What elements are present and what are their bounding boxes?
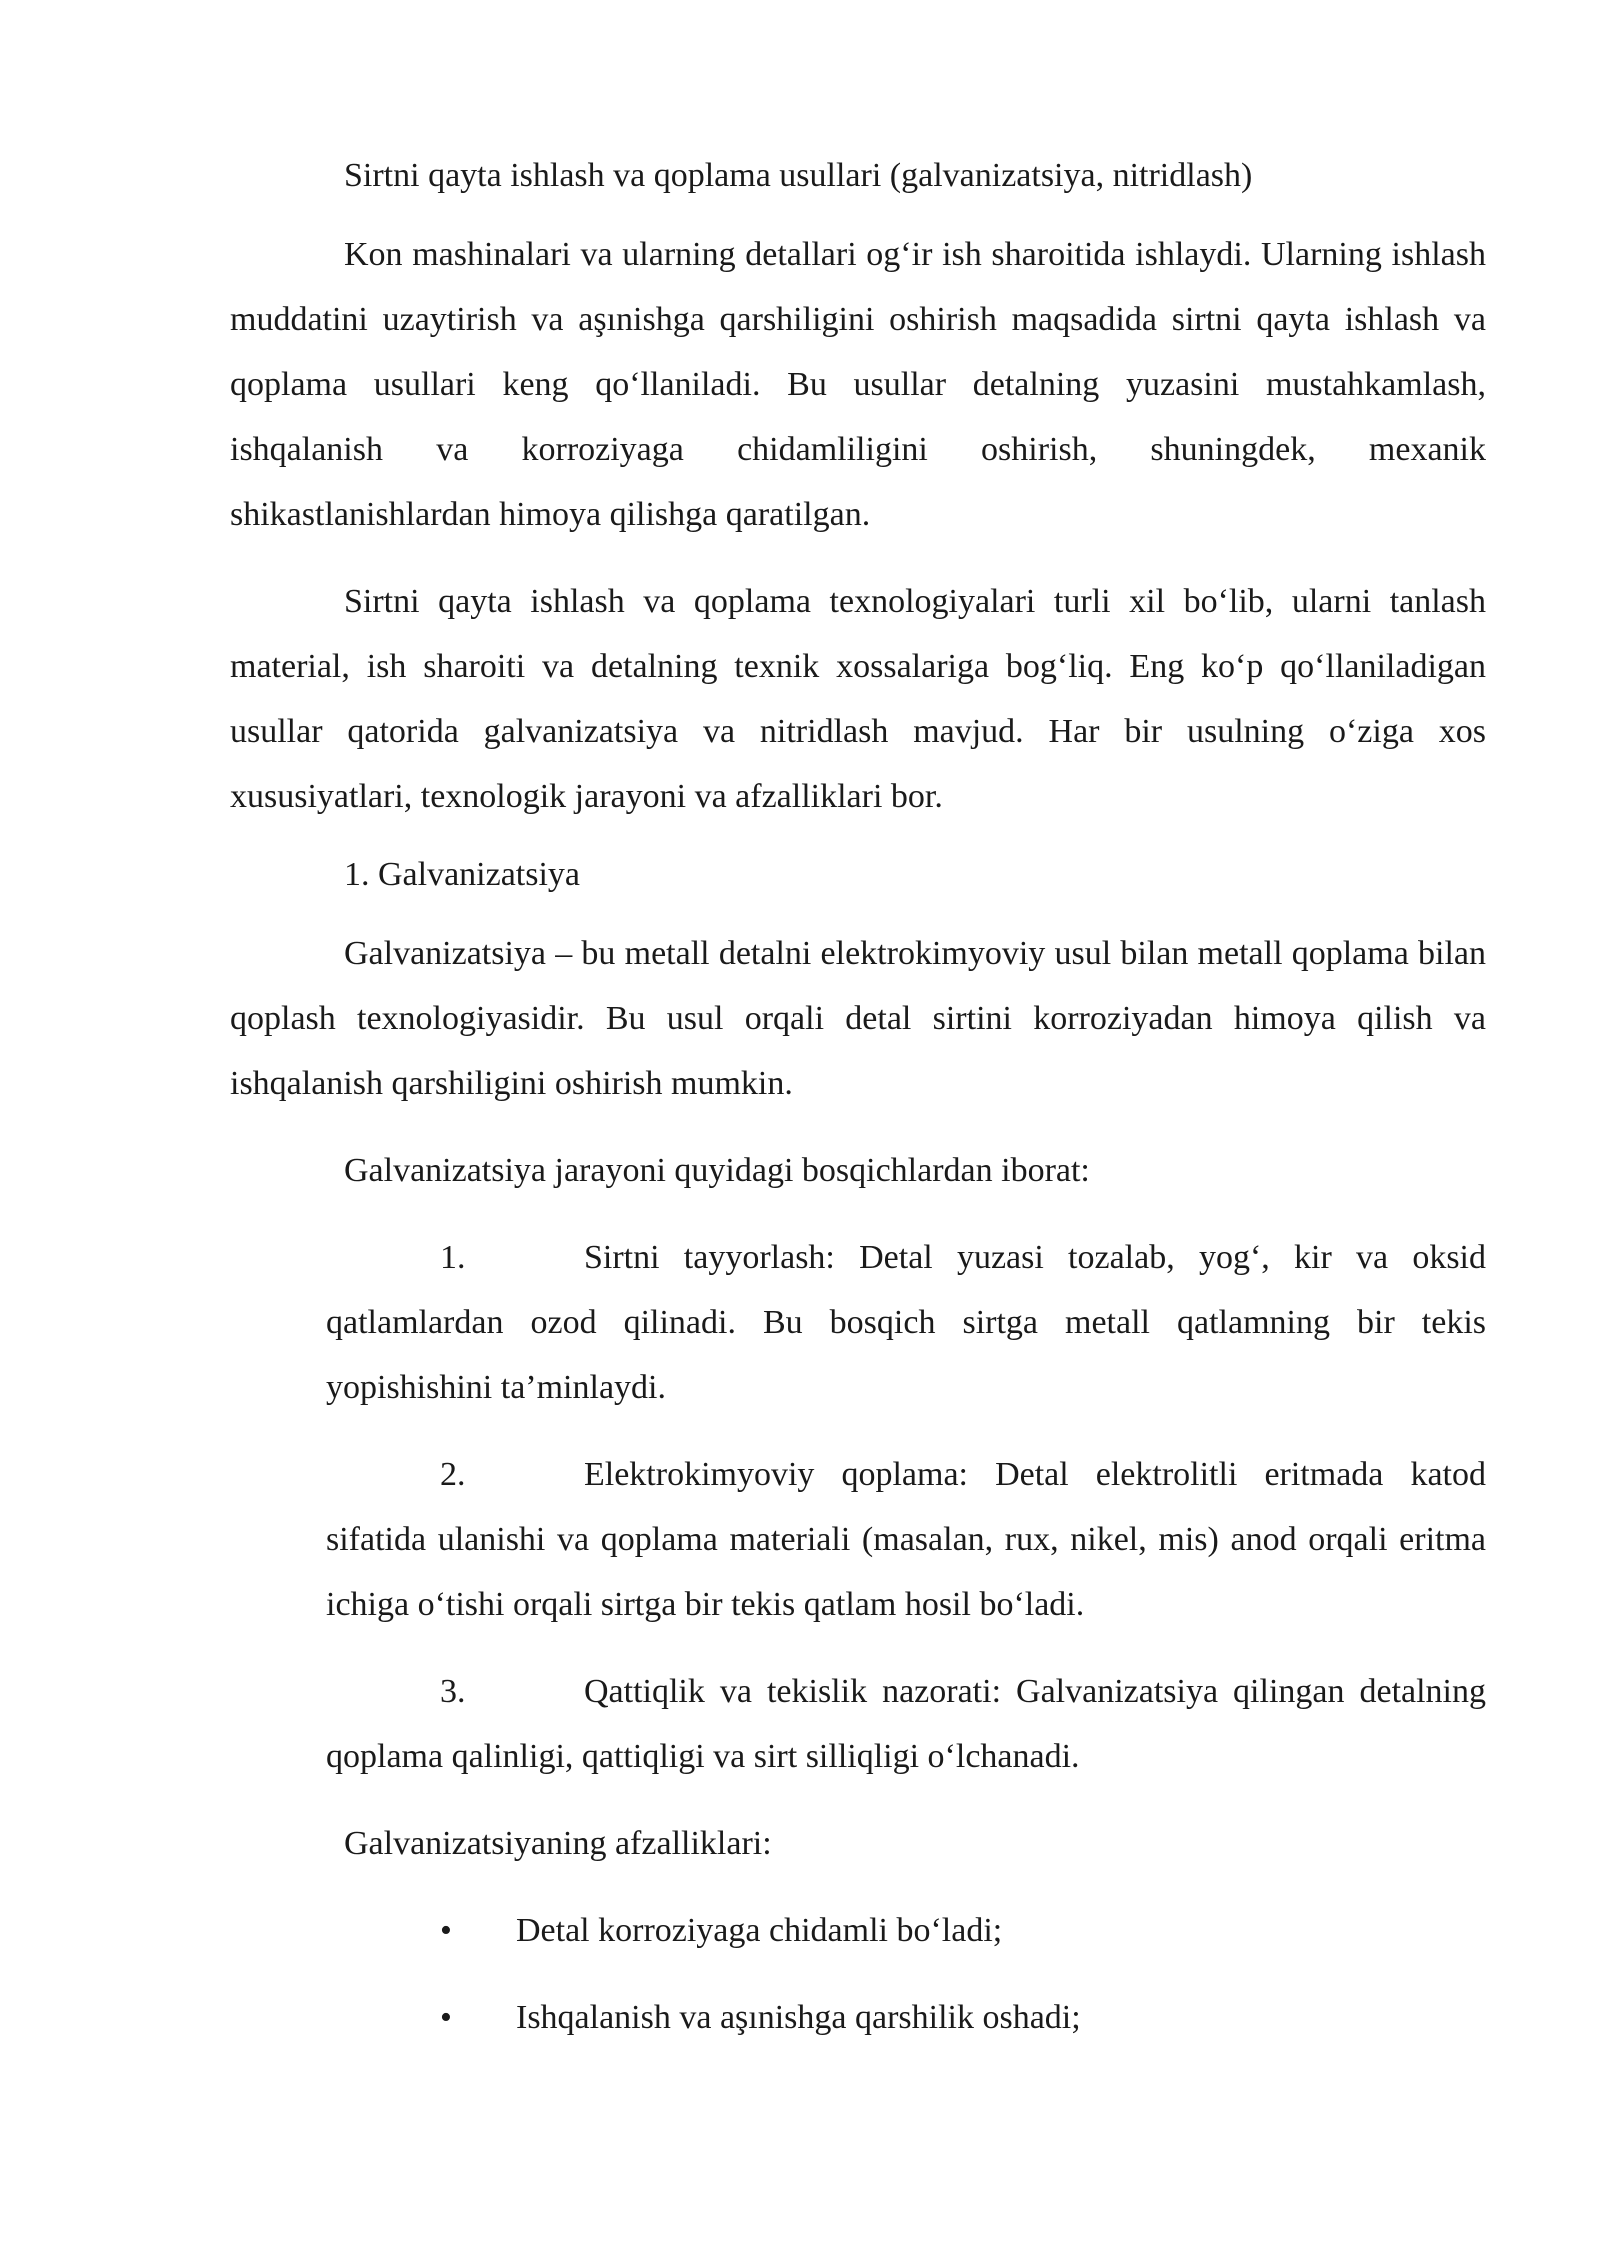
step-item: [326, 1442, 1486, 1637]
section-heading-galvanizatsiya: 1. Galvanizatsiya: [344, 856, 581, 893]
step-item: [326, 1225, 1486, 1420]
intro-paragraph-2: Sirtni qayta ishlash va qoplama texnologiyalari turli xil bo‘lib, ularni tanlash material, ish sharoiti va detalning texnik xossalariga bog‘liq. Eng ko‘p qo‘llaniladigan usullar qatorida galvanizatsiya va nitridlash mavjud. Har bir usulning o‘ziga xos xususiyatlari, texnologik jarayoni va afzalliklari bor.: [230, 583, 1486, 815]
advantage-item: [230, 1985, 1486, 2050]
advantage-text: Detal korroziyaga chidamli bo‘ladi;: [516, 1912, 1003, 1949]
advantages-intro: Galvanizatsiyaning afzalliklari:: [344, 1825, 772, 1862]
advantage-item: [230, 1898, 1486, 1963]
step-text: Sirtni tayyorlash: Detal yuzasi tozalab, yog‘, kir va oksid qatlamlardan ozod qilinadi. Bu bosqich sirtga metall qatlamning bir tekis yopishishini ta’minlaydi.: [326, 1239, 1486, 1406]
step-number: 2.: [440, 1456, 466, 1493]
document-title: Sirtni qayta ishlash va qoplama usullari (galvanizatsiya, nitridlash): [344, 157, 1253, 194]
intro-paragraph-1: Kon mashinalari va ularning detallari og‘ir ish sharoitida ishlaydi. Ularning ishlash muddatini uzaytirish va aşınishga qarshiligini oshirish maqsadida sirtni qayta ishlash va qoplama usullari keng qo‘llaniladi. Bu usullar detalning yuzasini mustahkamlash, ishqalanish va korroziyaga chidamliligini oshirish, shuningdek, mexanik shikastlanishlardan himoya qilishga qaratilgan.: [230, 236, 1486, 533]
bullet-icon: •: [440, 1999, 452, 2036]
advantage-text: Ishqalanish va aşınishga qarshilik oshadi;: [516, 1999, 1081, 2036]
steps-intro: Galvanizatsiya jarayoni quyidagi bosqichlardan iborat:: [344, 1152, 1090, 1189]
step-number: 1.: [440, 1239, 466, 1276]
bullet-icon: •: [440, 1912, 452, 1949]
definition-paragraph: Galvanizatsiya – bu metall detalni elektrokimyoviy usul bilan metall qoplama bilan qoplash texnologiyasidir. Bu usul orqali detal sirtini korroziyadan himoya qilish va ishqalanish qarshiligini oshirish mumkin.: [230, 935, 1486, 1102]
step-text: Qattiqlik va tekislik nazorati: Galvanizatsiya qilingan detalning qoplama qalinligi, qattiqligi va sirt silliqligi o‘lchanadi.: [326, 1673, 1486, 1775]
step-text: Elektrokimyoviy qoplama: Detal elektrolitli eritmada katod sifatida ulanishi va qoplama materiali (masalan, rux, nikel, mis) anod orqali eritma ichiga o‘tishi orqali sirtga bir tekis qatlam hosil bo‘ladi.: [326, 1456, 1486, 1623]
step-item: [326, 1659, 1486, 1789]
document-page: [230, 152, 1486, 2072]
step-number: 3.: [440, 1673, 466, 1710]
